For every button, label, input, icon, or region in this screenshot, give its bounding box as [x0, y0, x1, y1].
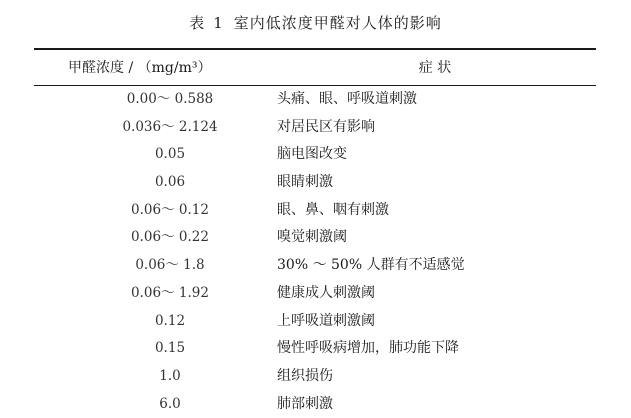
table-row — [0, 335, 631, 363]
symptom-cell: 眼、鼻、咽有刺激 — [277, 201, 389, 218]
table-row — [0, 363, 631, 391]
concentration-cell: 1.0 — [159, 367, 181, 384]
header-symptom: 症 状 — [418, 60, 452, 76]
concentration-cell: 0.06～ 1.8 — [135, 257, 205, 274]
table-title-number: 1 — [213, 14, 224, 32]
table-row — [0, 252, 631, 280]
symptom-cell: 组织损伤 — [277, 367, 333, 384]
table-row — [0, 141, 631, 169]
symptom-cell: 嗅觉刺激阈 — [277, 229, 347, 246]
concentration-cell: 0.06～ 0.22 — [131, 229, 209, 246]
table-row — [0, 169, 631, 197]
table-top-rule — [34, 48, 596, 50]
concentration-cell: 0.06 — [154, 174, 186, 191]
table-row — [0, 86, 631, 114]
symptom-cell: 上呼吸道刺激阈 — [277, 312, 375, 329]
table-row — [0, 197, 631, 225]
header-concentration: 甲醛浓度 / （mg/m³） — [68, 60, 212, 76]
symptom-cell: 健康成人刺激阈 — [277, 284, 375, 301]
table-title-text: 室内低浓度甲醛对人体的影响 — [233, 14, 442, 32]
table-title — [0, 12, 631, 33]
concentration-cell: 0.05 — [154, 146, 186, 163]
table-body — [0, 86, 631, 418]
symptom-cell: 肺部刺激 — [277, 395, 333, 412]
concentration-cell: 0.00～ 0.588 — [126, 91, 214, 107]
table-row — [0, 280, 631, 308]
concentration-cell: 0.036～ 2.124 — [122, 118, 218, 135]
symptom-cell: 脑电图改变 — [277, 146, 347, 163]
table-row — [0, 391, 631, 418]
concentration-cell: 6.0 — [159, 395, 181, 412]
table-row — [0, 224, 631, 252]
table-row — [0, 114, 631, 142]
concentration-cell: 0.15 — [154, 340, 186, 357]
symptom-cell: 头痛、眼、呼吸道刺激 — [277, 91, 417, 107]
table-row — [0, 308, 631, 336]
symptom-cell: 对居民区有影响 — [277, 118, 375, 135]
concentration-cell: 0.12 — [154, 312, 186, 329]
symptom-cell: 30% ～ 50% 人群有不适感觉 — [277, 257, 465, 274]
table-title-label: 表 — [189, 14, 206, 32]
symptom-cell: 眼睛刺激 — [277, 174, 333, 191]
concentration-cell: 0.06～ 0.12 — [131, 201, 209, 218]
concentration-cell: 0.06～ 1.92 — [131, 284, 209, 301]
symptom-cell: 慢性呼吸病增加，肺功能下降 — [277, 340, 459, 357]
